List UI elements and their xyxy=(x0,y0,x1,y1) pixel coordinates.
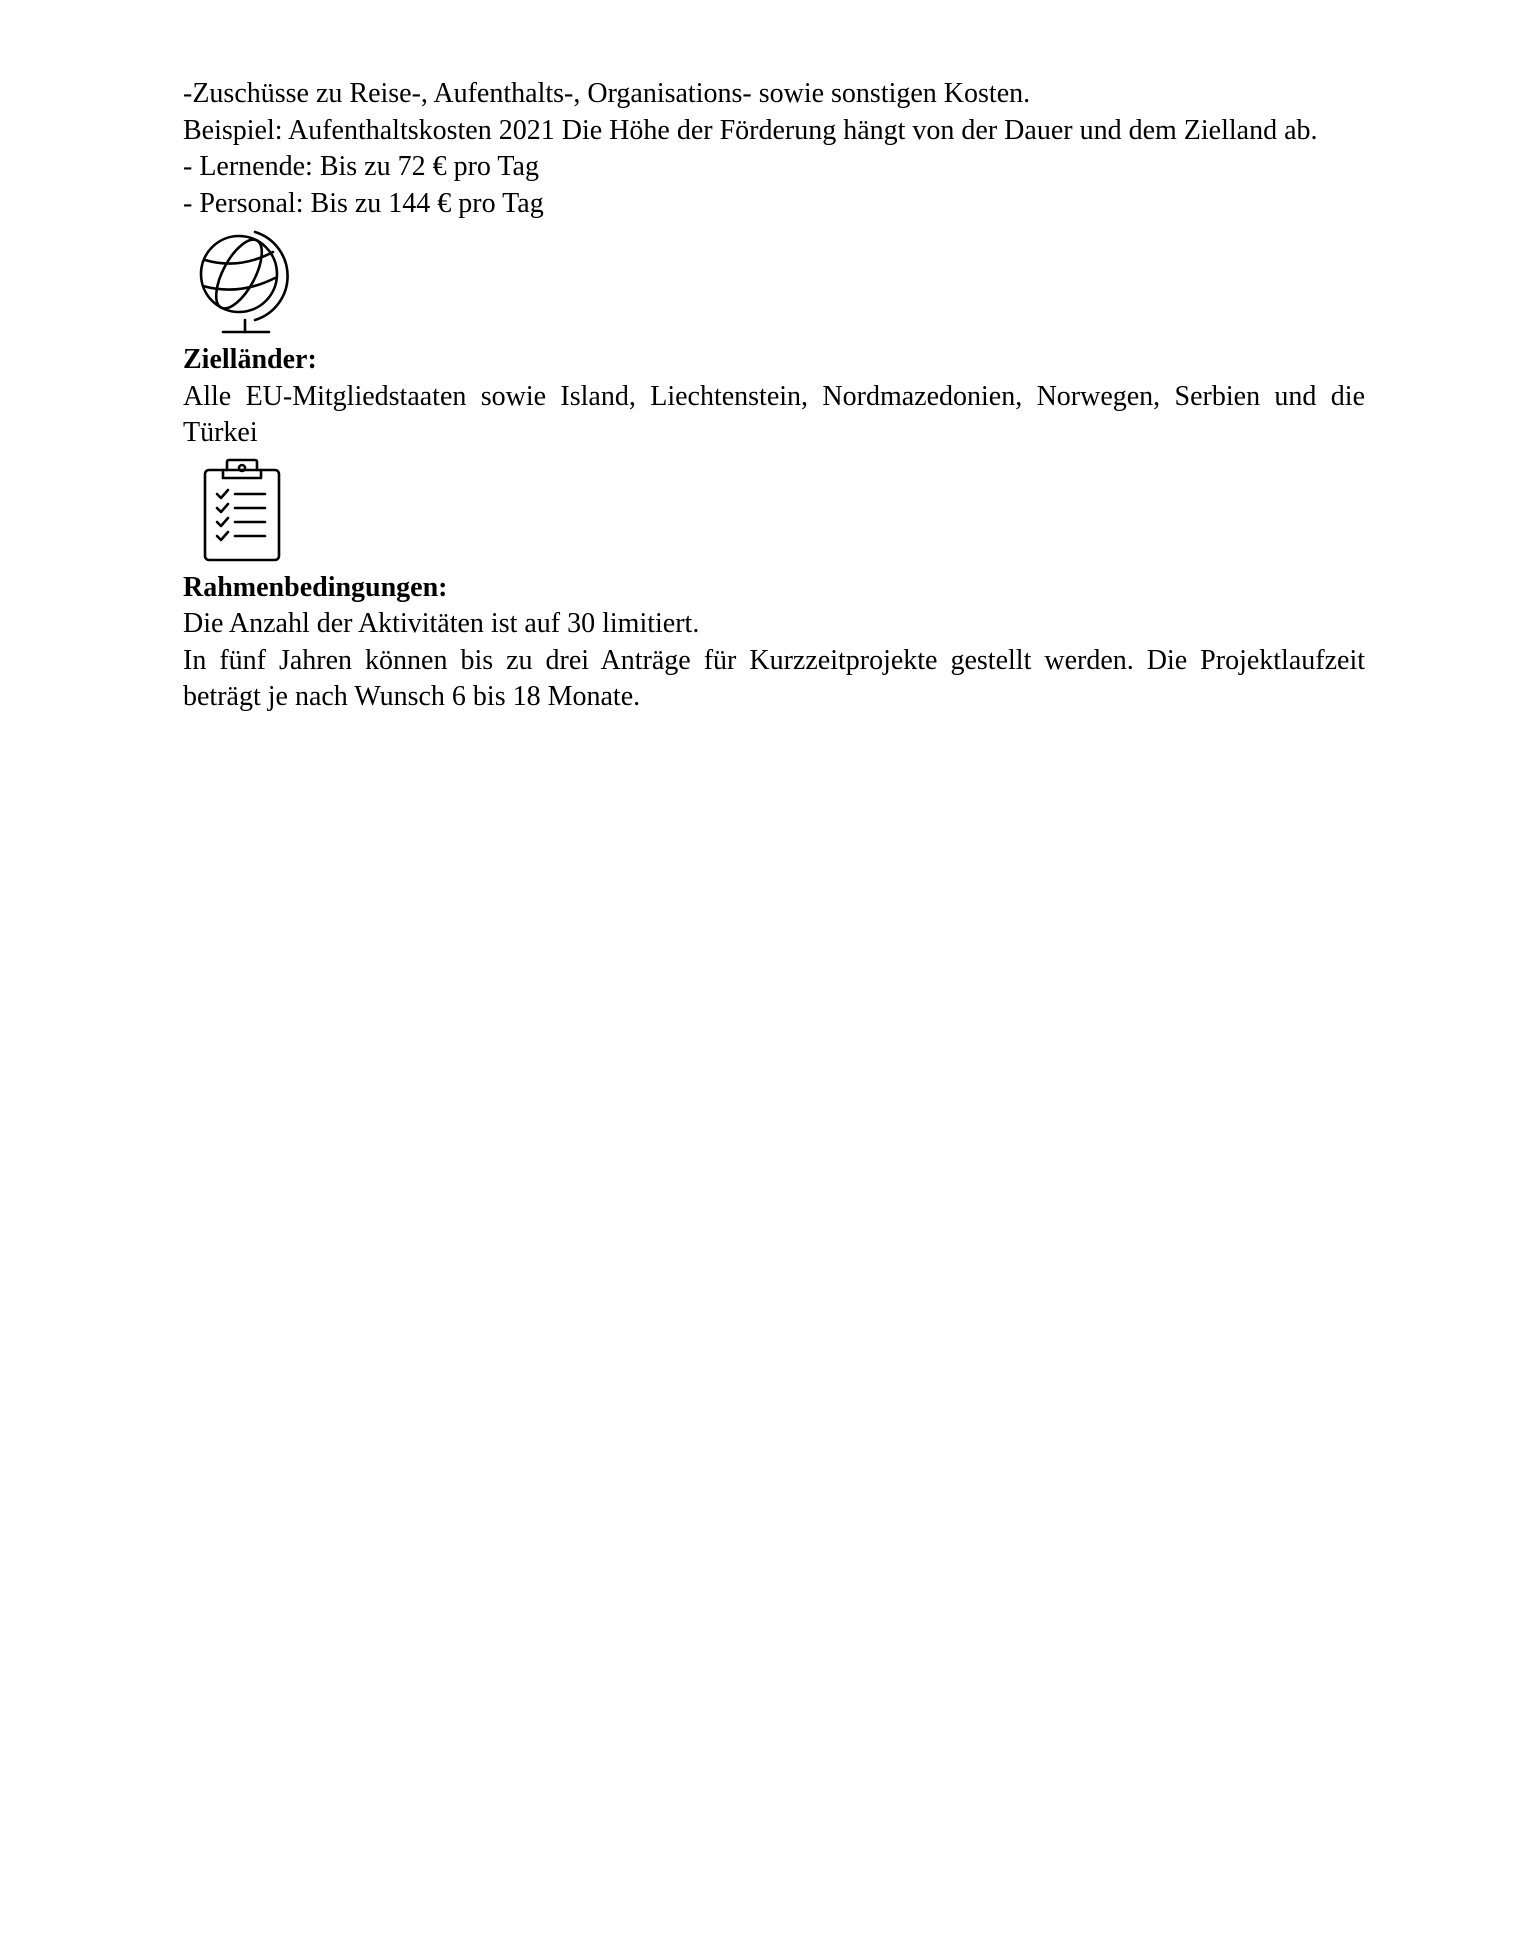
applications-paragraph: In fünf Jahren können bis zu drei Anträge für Kurzzeitprojekte gestellt werden. Die Projektlaufzeit beträgt je nach Wunsch 6 bis 18 Monate. xyxy=(183,644,1365,712)
framework-conditions-heading: Rahmenbedingungen: xyxy=(183,571,448,603)
globe-icon xyxy=(183,228,1365,342)
document-page xyxy=(183,76,1365,716)
staff-rate-line: - Personal: Bis zu 144 € pro Tag xyxy=(183,187,544,219)
target-countries-heading: Zielländer: xyxy=(183,344,317,375)
learners-rate-line: - Lernende: Bis zu 72 € pro Tag xyxy=(183,151,539,182)
target-countries-text: Alle EU-Mitgliedstaaten sowie Island, Liechtenstein, Nordmazedonien, Norwegen, Serbien und die Türkei xyxy=(183,380,1365,448)
clipboard-checklist-icon xyxy=(183,458,1365,570)
funding-grants-line: -Zuschüsse zu Reise-, Aufenthalts-, Organisations- sowie sonstigen Kosten. xyxy=(183,78,1031,109)
cost-example-paragraph: Beispiel: Aufenthaltskosten 2021 Die Höhe der Förderung hängt von der Dauer und dem Zielland ab. xyxy=(183,114,1318,146)
activities-limit-line: Die Anzahl der Aktivitäten ist auf 30 limitiert. xyxy=(183,608,700,639)
